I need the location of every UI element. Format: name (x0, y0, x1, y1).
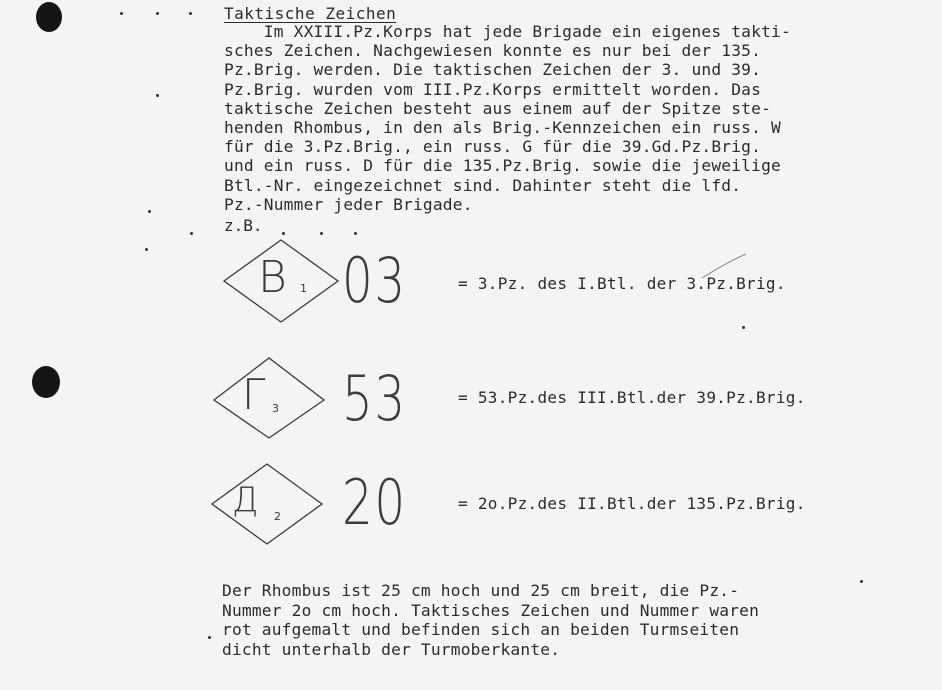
margin-dot (320, 232, 323, 235)
tank-number: 20 (342, 466, 407, 539)
text-line: Pz.-Nummer jeder Brigade. (224, 194, 473, 214)
text-line: taktische Zeichen besteht aus einem auf der Spitze ste- (224, 98, 772, 118)
example-intro: z.B. (224, 216, 263, 235)
margin-dot (208, 636, 211, 639)
margin-dot (190, 232, 193, 235)
text-line: rot aufgemalt und befinden sich an beiden Turmseiten (222, 620, 740, 639)
margin-dot (354, 232, 357, 235)
text-line: und ein russ. D für die 135.Pz.Brig. sowie die jeweilige (224, 156, 781, 176)
margin-dot (189, 12, 192, 15)
margin-dot (156, 12, 159, 15)
rhombus-outline (212, 356, 326, 440)
document-title: Taktische Zeichen (224, 4, 397, 23)
text-line: Im XXIII.Pz.Korps hat jede Brigade ein eigenes takti- (224, 22, 791, 41)
tactical-emblem (222, 238, 340, 324)
pencil-stroke (700, 252, 750, 282)
text-line: Pz.Brig. werden. Die taktischen Zeichen der 3. und 39. (224, 60, 762, 80)
emblem-explanation: = 3.Pz. des I.Btl. der 3.Pz.Brig. (458, 274, 786, 293)
emblem-battalion-number: 2 (274, 510, 281, 523)
margin-dot (282, 232, 285, 235)
margin-dot (120, 12, 123, 15)
emblem-battalion-number: 3 (272, 402, 279, 415)
emblem-explanation: = 53.Pz.des III.Btl.der 39.Pz.Brig. (458, 388, 806, 407)
emblem-letter: B (258, 252, 287, 303)
punch-hole-middle (32, 366, 60, 398)
tactical-emblem (210, 462, 324, 546)
body-paragraph (224, 22, 924, 214)
tactical-emblem (212, 356, 326, 440)
emblem-explanation: = 2o.Pz.des II.Btl.der 135.Pz.Brig. (458, 494, 806, 513)
text-line: Der Rhombus ist 25 cm hoch und 25 cm breit, die Pz.- (222, 581, 740, 600)
margin-dot (156, 94, 159, 97)
emblem-letter: Г (242, 370, 266, 419)
margin-dot (145, 248, 148, 251)
rhombus-outline (210, 462, 324, 546)
emblem-letter: Д (232, 480, 259, 520)
tank-number: 53 (342, 362, 407, 435)
tank-number: 03 (342, 244, 407, 317)
emblem-battalion-number: 1 (300, 282, 307, 295)
text-line: henden Rhombus, in den als Brig.-Kennzeichen ein russ. W (224, 118, 781, 138)
text-line: dicht unterhalb der Turmoberkante. (222, 639, 561, 659)
text-line: sches Zeichen. Nachgewiesen konnte es nur bei der 135. (224, 41, 762, 61)
text-line: für die 3.Pz.Brig., ein russ. G für die 39.Gd.Pz.Brig. (224, 137, 762, 157)
margin-dot (742, 326, 745, 329)
text-line: Pz.Brig. wurden vom III.Pz.Korps ermittelt worden. Das (224, 79, 762, 99)
margin-dot (148, 210, 151, 213)
text-line: Btl.-Nr. eingezeichnet sind. Dahinter steht die lfd. (224, 175, 742, 195)
text-line: Nummer 2o cm hoch. Taktisches Zeichen und Nummer waren (222, 600, 760, 620)
punch-hole-top (36, 2, 62, 32)
footer-paragraph (222, 581, 922, 659)
